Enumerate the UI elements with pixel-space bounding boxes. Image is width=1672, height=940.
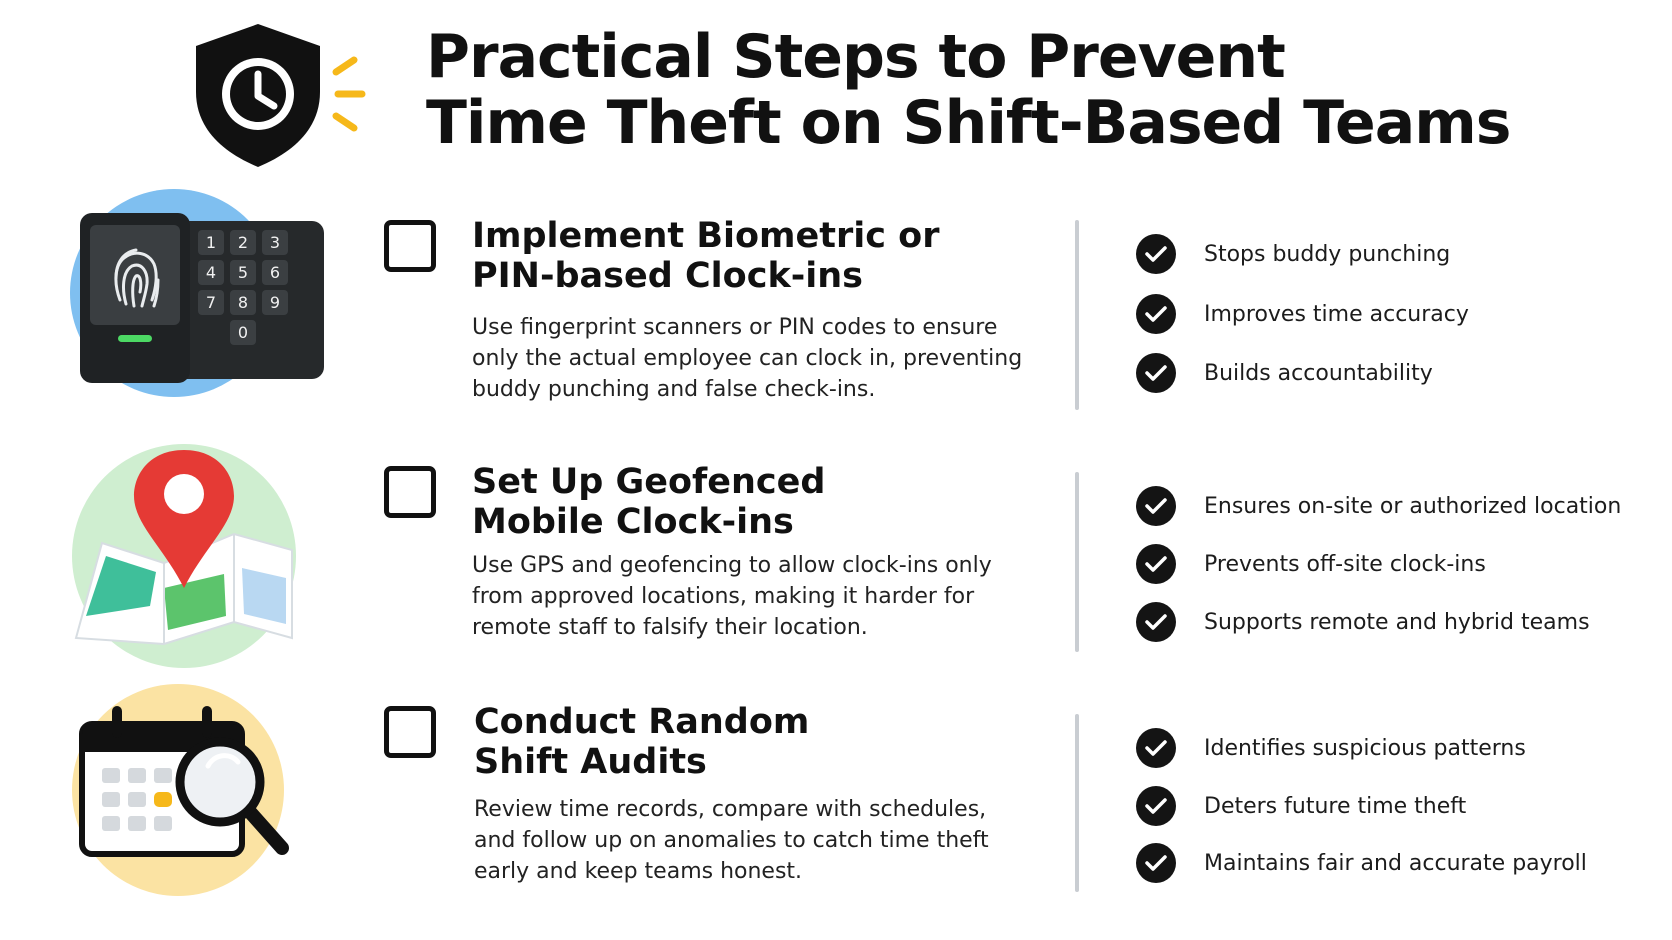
benefit-text: Prevents off-site clock-ins	[1204, 551, 1486, 577]
divider	[1075, 714, 1079, 892]
shield-clock-icon	[196, 22, 376, 172]
benefit-text: Ensures on-site or authorized location	[1204, 493, 1622, 519]
check-icon	[1136, 486, 1176, 526]
step-title-line2: Mobile Clock-ins	[472, 502, 794, 542]
map-pin-icon	[64, 438, 314, 668]
keypad	[198, 230, 300, 345]
keypad-key: 4	[198, 260, 224, 285]
step-checkbox[interactable]	[384, 706, 436, 758]
benefit-item	[1136, 728, 1526, 768]
keypad-key: 1	[198, 230, 224, 255]
benefit-item	[1136, 843, 1587, 883]
divider	[1075, 220, 1079, 410]
check-icon	[1136, 728, 1176, 768]
check-icon	[1136, 786, 1176, 826]
step-title	[472, 216, 1032, 296]
step-title-line1: Implement Biometric or	[472, 216, 940, 256]
keypad-key: 2	[230, 230, 256, 255]
benefit-text: Supports remote and hybrid teams	[1204, 609, 1590, 635]
benefit-text: Stops buddy punching	[1204, 241, 1451, 267]
page-title	[426, 24, 1526, 156]
step-title-line2: Shift Audits	[474, 742, 707, 782]
benefit-text: Deters future time theft	[1204, 793, 1467, 819]
keypad-key: 8	[230, 290, 256, 315]
step-title	[472, 462, 1032, 542]
calendar-magnifier-icon	[58, 682, 318, 902]
step-title-line1: Set Up Geofenced	[472, 462, 826, 502]
spark-lines	[336, 60, 362, 128]
benefit-item	[1136, 353, 1433, 393]
divider	[1075, 472, 1079, 652]
check-icon	[1136, 294, 1176, 334]
benefit-item	[1136, 234, 1450, 274]
benefit-text: Identifies suspicious patterns	[1204, 735, 1526, 761]
keypad-key: 6	[262, 260, 288, 285]
benefit-text: Maintains fair and accurate payroll	[1204, 850, 1587, 876]
keypad-key: 9	[262, 290, 288, 315]
benefit-item	[1136, 544, 1486, 584]
check-icon	[1136, 353, 1176, 393]
keypad-key: 7	[198, 290, 224, 315]
benefit-item	[1136, 786, 1466, 826]
check-icon	[1136, 234, 1176, 274]
benefit-text: Builds accountability	[1204, 360, 1433, 386]
benefit-item	[1136, 486, 1621, 526]
keypad-key: 5	[230, 260, 256, 285]
step-description: Use fingerprint scanners or PIN codes to ensure only the actual employee can clock in, preventing buddy punching and false check-ins.	[472, 315, 1023, 402]
check-icon	[1136, 843, 1176, 883]
benefit-text: Improves time accuracy	[1204, 301, 1469, 327]
step-description: Use GPS and geofencing to allow clock-ins only from approved locations, making it harder for remote staff to falsify their location.	[472, 553, 992, 640]
step-title-line2: PIN-based Clock-ins	[472, 256, 863, 296]
step-title	[474, 702, 1034, 782]
step-checkbox[interactable]	[384, 220, 436, 272]
page-title-line2: Time Theft on Shift-Based Teams	[426, 88, 1511, 158]
step-checkbox[interactable]	[384, 466, 436, 518]
step-description: Review time records, compare with schedules, and follow up on anomalies to catch time theft early and keep teams honest.	[474, 797, 989, 884]
benefit-item	[1136, 294, 1469, 334]
benefit-item	[1136, 602, 1590, 642]
step-title-line1: Conduct Random	[474, 702, 810, 742]
page-title-line1: Practical Steps to Prevent	[426, 22, 1285, 92]
check-icon	[1136, 544, 1176, 584]
keypad-key: 3	[262, 230, 288, 255]
keypad-key: 0	[230, 320, 256, 345]
check-icon	[1136, 602, 1176, 642]
